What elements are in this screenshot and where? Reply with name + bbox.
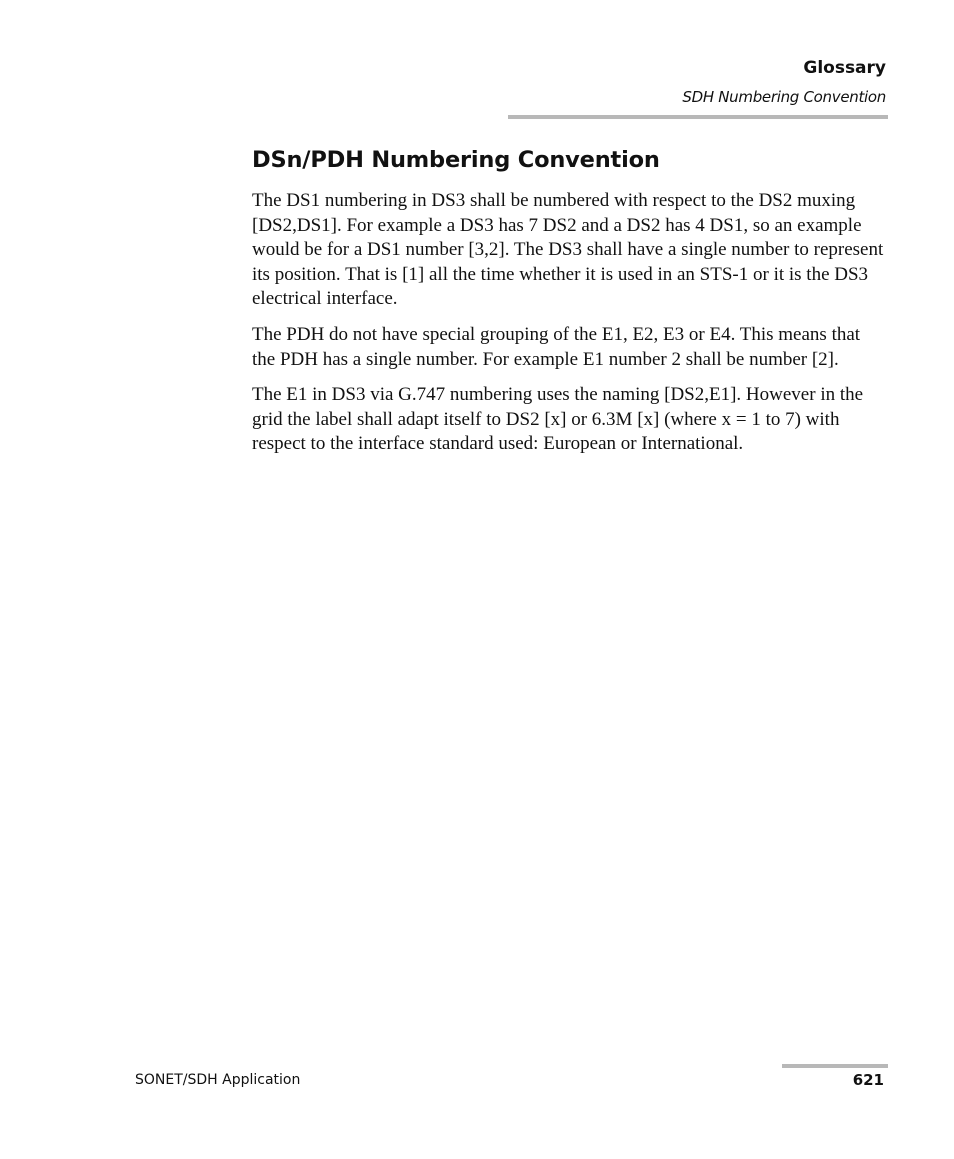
header-chapter-title: Glossary [803,58,886,78]
paragraph-e1-in-ds3: The E1 in DS3 via G.747 numbering uses the naming [DS2,E1]. However in the grid the label shall adapt itself to DS2 [x] or 6.3M [x] (where x = 1 to 7) with respect to the interface standard used: European or International. [252,384,864,455]
header-section-subtitle: SDH Numbering Convention [682,88,886,106]
paragraph-pdh-numbering: The PDH do not have special grouping of the E1, E2, E3 or E4. This means that the PDH has a single number. For example E1 number 2 shall be number [2]. [252,323,861,370]
section-heading: DSn/PDH Numbering Convention [252,147,660,173]
section-body [252,189,888,468]
page-number: 621 [852,1071,884,1089]
paragraph-ds1-numbering: The DS1 numbering in DS3 shall be numbered with respect to the DS2 muxing [DS2,DS1]. For example a DS3 has 7 DS2 and a DS2 has 4 DS1, so an example would be for a DS1 number [3,2]. The DS3 shall have a single number to represent its position. That is [1] all the time whether it is used in an STS-1 or it is the DS3 electrical interface. [252,190,884,310]
footer-divider [782,1064,888,1068]
footer-document-title: SONET/SDH Application [135,1072,301,1088]
header-divider [508,115,888,119]
